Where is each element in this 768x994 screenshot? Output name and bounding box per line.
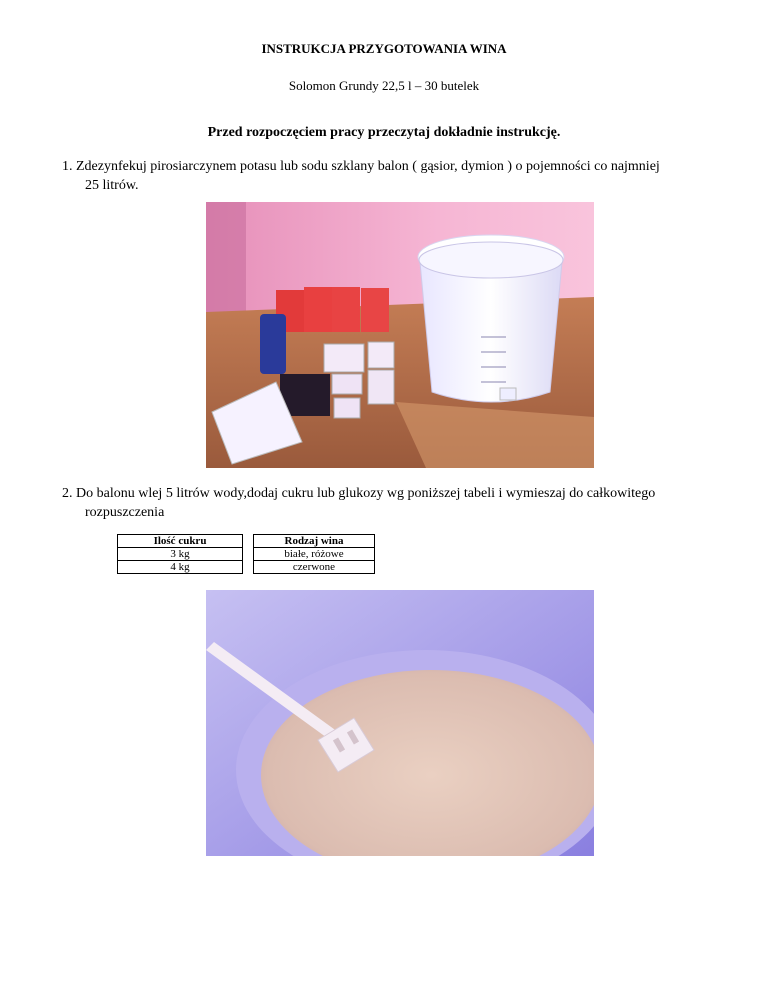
sugar-amount-cell: 4 kg bbox=[118, 561, 243, 574]
sugar-amount-cell: 3 kg bbox=[118, 548, 243, 561]
step-1-text-line1: Zdezynfekuj pirosiarczynem potasu lub sodu szklany balon ( gąsior, dymion ) o pojemności co najmniej bbox=[76, 159, 660, 174]
sugar-table-gap bbox=[243, 535, 254, 548]
wine-type-cell: czerwone bbox=[254, 561, 375, 574]
step-2 bbox=[62, 484, 742, 522]
photo-wine-kit bbox=[206, 202, 594, 468]
sugar-table-gap bbox=[243, 548, 254, 561]
sugar-table-header bbox=[118, 535, 375, 548]
sugar-table bbox=[117, 534, 375, 574]
wine-type-cell: białe, różowe bbox=[254, 548, 375, 561]
step-2-text-line2: rozpuszczenia bbox=[85, 505, 165, 520]
warning-text: Przed rozpoczęciem pracy przeczytaj dokładnie instrukcję. bbox=[207, 125, 561, 140]
sugar-header-type: Rodzaj wina bbox=[254, 535, 375, 548]
step-2-text-line1: Do balonu wlej 5 litrów wody,dodaj cukru lub glukozy wg poniższej tabeli i wymieszaj do całkowitego bbox=[76, 486, 656, 501]
step-1 bbox=[62, 157, 742, 195]
step-1-text-line2: 25 litrów. bbox=[85, 178, 139, 193]
sugar-header-amount: Ilość cukru bbox=[118, 535, 243, 548]
table-row bbox=[118, 548, 375, 561]
wine-kit-image bbox=[206, 202, 594, 468]
document-title: INSTRUKCJA PRZYGOTOWANIA WINA bbox=[261, 41, 507, 56]
table-row bbox=[118, 561, 375, 574]
sugar-table-gap bbox=[243, 561, 254, 574]
step-1-number: 1. bbox=[62, 159, 73, 174]
document-subtitle: Solomon Grundy 22,5 l – 30 butelek bbox=[288, 78, 480, 93]
mixing-image bbox=[206, 590, 594, 856]
photo-mixing bbox=[206, 590, 594, 856]
step-2-number: 2. bbox=[62, 486, 73, 501]
